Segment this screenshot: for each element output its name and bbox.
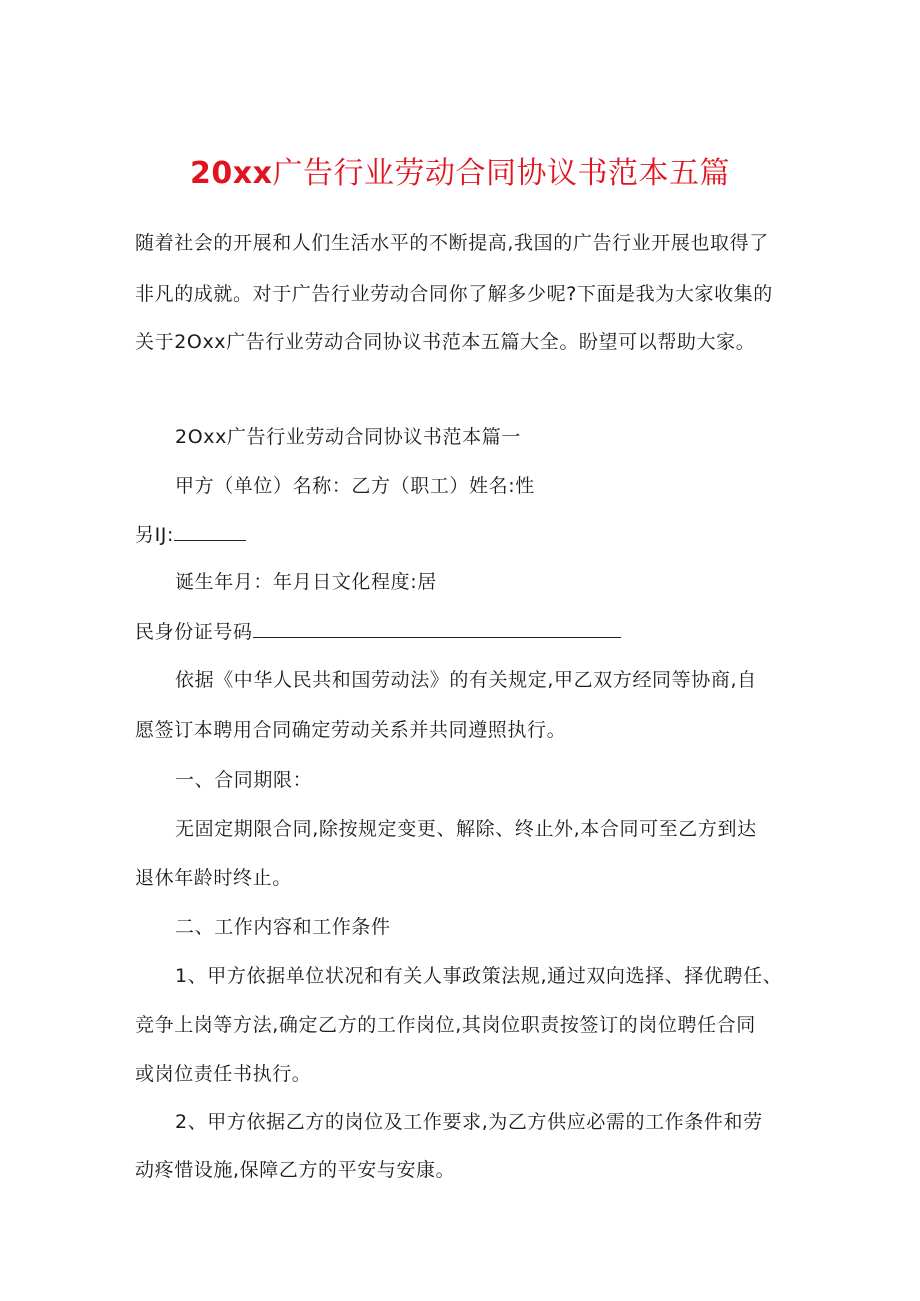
birth-line: 诞生年月：年月日文化程度:居 (175, 571, 437, 593)
id-line (135, 620, 621, 644)
intro-line-2: 非凡的成就。对于广告行业劳动合同你了解多少呢?下面是我为大家收集的 (135, 283, 773, 305)
gender-line (135, 523, 246, 547)
gender-blank (174, 524, 246, 541)
item1-line-1: 1、甲方依据单位状况和有关人事政策法规,通过双向选择、择优聘任、 (175, 965, 783, 987)
item2-line-2: 动疼惜设施,保障乙方的平安与安康。 (135, 1159, 456, 1181)
item2-line-1: 2、甲方依据乙方的岗位及工作要求,为乙方供应必需的工作条件和劳 (175, 1111, 763, 1133)
id-label: 民身份证号码 (135, 621, 253, 643)
basis-line-2: 愿签订本聘用合同确定劳动关系并共同遵照执行。 (135, 719, 567, 741)
intro-line-3: 关于2Oxx广告行业劳动合同协议书范本五篇大全。盼望可以帮助大家。 (135, 331, 756, 353)
clause1-line-2: 退休年龄时终止。 (135, 867, 292, 889)
section-heading: 2Oxx广告行业劳动合同协议书范本篇一 (175, 426, 521, 448)
clause2-heading: 二、工作内容和工作条件 (175, 916, 391, 938)
clause1-heading: 一、合同期限： (175, 769, 313, 791)
intro-line-1: 随着社会的开展和人们生活水平的不断提高,我国的广告行业开展也取得了 (135, 232, 769, 254)
item1-line-2: 竞争上岗等方法,确定乙方的工作岗位,其岗位职责按签订的岗位聘任合同 (135, 1014, 756, 1036)
document-title (0, 148, 920, 192)
gender-label: 另IJ: (135, 524, 175, 546)
title-year: 20xx (190, 156, 273, 191)
id-blank (253, 621, 621, 638)
item1-line-3: 或岗位责任书执行。 (135, 1063, 312, 1085)
party-line: 甲方（单位）名称：乙方（职工）姓名:性 (175, 475, 535, 497)
basis-line-1: 依据《中华人民共和国劳动法》的有关规定,甲乙双方经同等协商,自 (175, 669, 757, 691)
title-text: 广告行业劳动合同协议书范本五篇 (272, 156, 730, 191)
clause1-line-1: 无固定期限合同,除按规定变更、解除、终止外,本合同可至乙方到达 (175, 818, 757, 840)
